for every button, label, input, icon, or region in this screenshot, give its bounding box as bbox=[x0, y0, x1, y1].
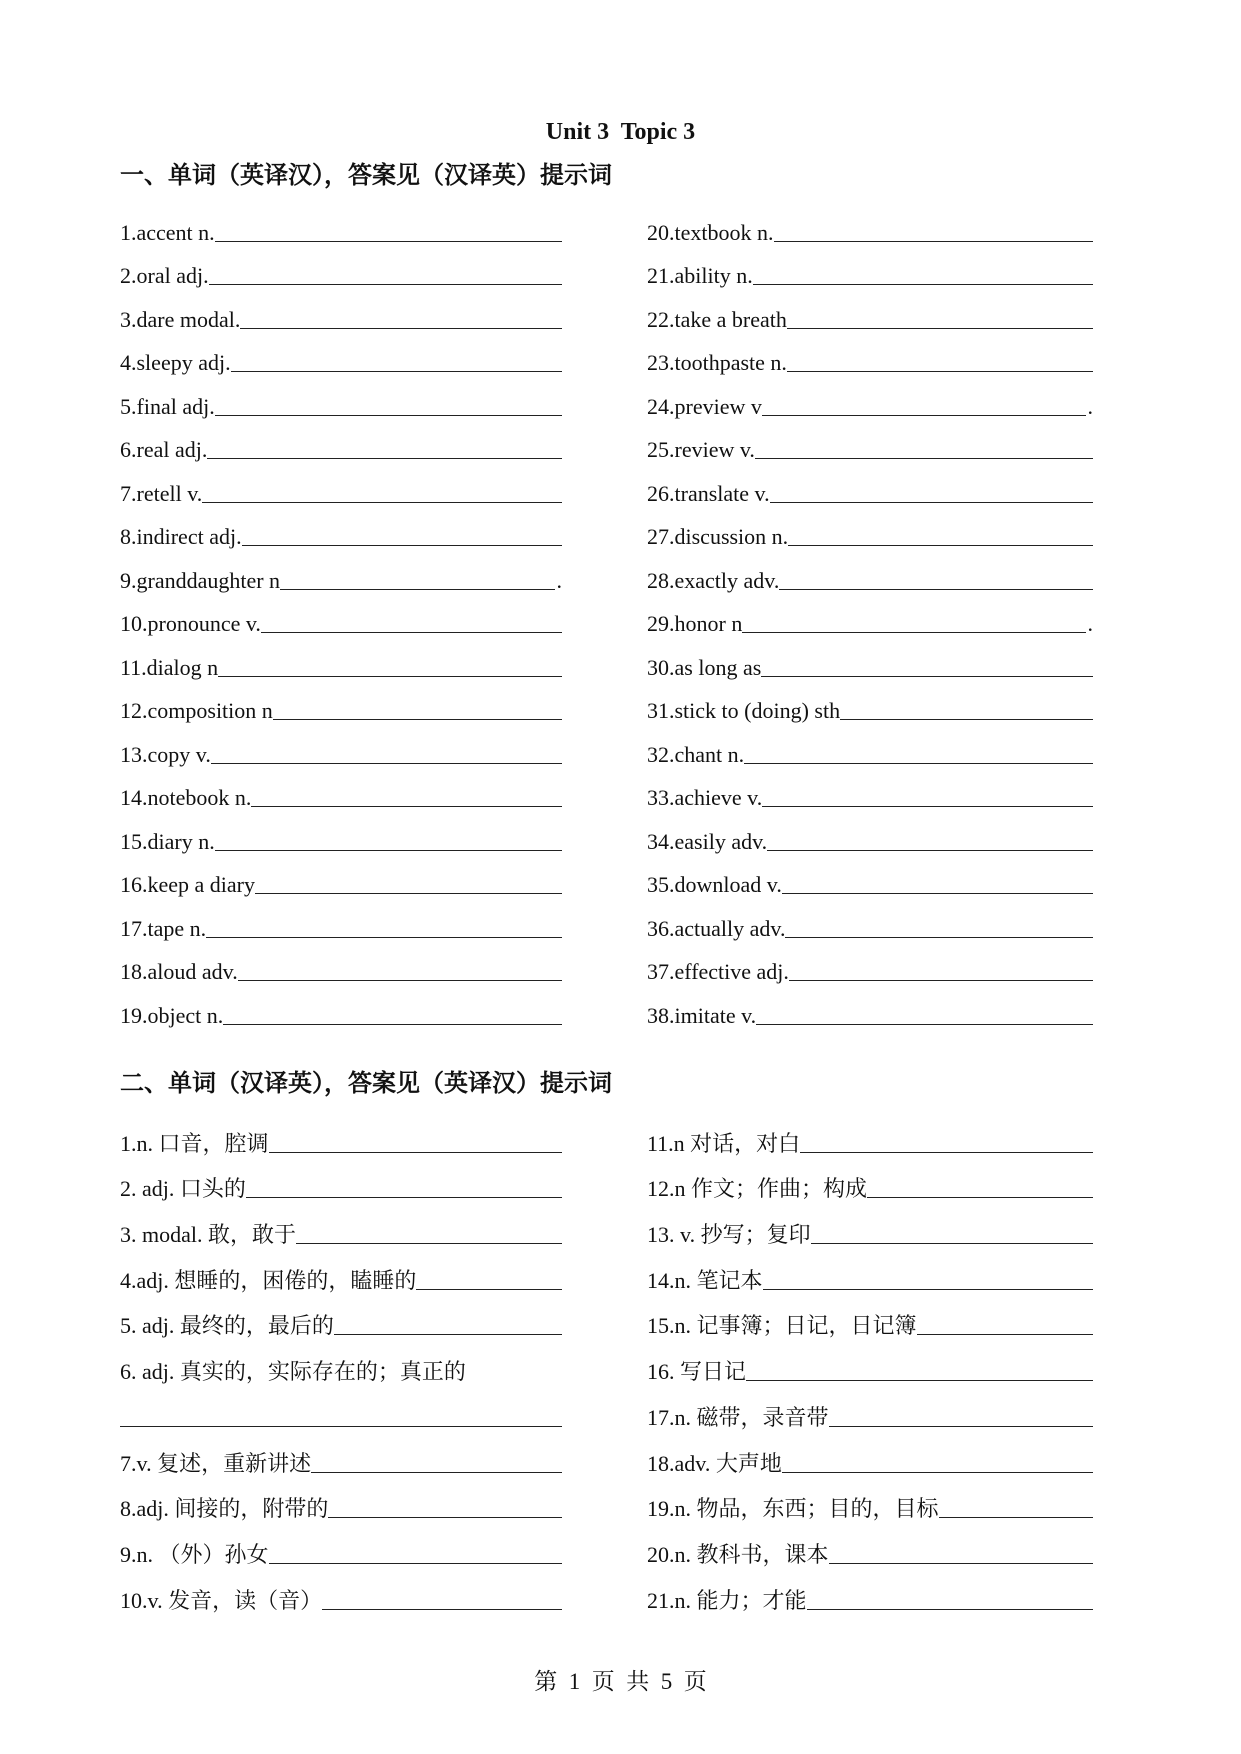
vocab-item bbox=[647, 509, 1093, 553]
vocab-prompt: 8.indirect adj. bbox=[120, 524, 242, 549]
vocab-prompt: 2.oral adj. bbox=[120, 263, 209, 288]
vocab-item bbox=[120, 1479, 562, 1525]
vocab-prompt: 21.ability n. bbox=[647, 263, 753, 288]
vocab-prompt: 24.preview v bbox=[647, 393, 762, 419]
vocab-prompt: 14.n. 笔记本 bbox=[647, 1267, 763, 1293]
section-2-left-column bbox=[120, 1113, 562, 1616]
vocab-item bbox=[647, 378, 1093, 422]
vocab-prompt: 3.dare modal. bbox=[120, 306, 241, 332]
vocab-prompt: 1.accent n. bbox=[120, 219, 215, 245]
answer-blank[interactable] bbox=[240, 327, 562, 329]
vocab-item bbox=[120, 683, 562, 727]
vocab-prompt: 34.easily adv. bbox=[647, 828, 768, 854]
vocab-prompt: 13.copy v. bbox=[120, 741, 211, 767]
answer-blank[interactable] bbox=[311, 1471, 562, 1473]
answer-blank[interactable] bbox=[789, 979, 1093, 981]
answer-blank[interactable] bbox=[788, 544, 1093, 546]
answer-blank[interactable] bbox=[238, 979, 562, 981]
vocab-item bbox=[647, 465, 1093, 509]
vocab-prompt: 27.discussion n. bbox=[647, 524, 789, 549]
vocab-prompt: 4.adj. 想睡的，困倦的，瞌睡的 bbox=[120, 1267, 417, 1293]
trailing-period: . bbox=[1087, 611, 1093, 636]
vocab-item bbox=[647, 422, 1093, 466]
vocab-item bbox=[647, 813, 1093, 857]
answer-blank[interactable] bbox=[917, 1333, 1093, 1335]
answer-blank[interactable] bbox=[762, 805, 1093, 807]
vocab-item bbox=[120, 248, 562, 292]
answer-blank[interactable] bbox=[416, 1288, 562, 1290]
vocab-prompt: 10.pronounce v. bbox=[120, 611, 261, 636]
answer-blank[interactable] bbox=[261, 631, 562, 633]
vocab-item bbox=[120, 1159, 562, 1205]
vocab-item bbox=[647, 683, 1093, 727]
vocab-item bbox=[647, 1479, 1093, 1525]
vocab-item bbox=[647, 770, 1093, 814]
vocab-prompt: 19.object n. bbox=[120, 1002, 224, 1028]
answer-blank[interactable] bbox=[322, 1608, 562, 1610]
answer-blank[interactable] bbox=[761, 675, 1093, 677]
vocab-prompt: 19.n. 物品，东西；目的，目标 bbox=[647, 1496, 939, 1522]
vocab-prompt: 13. v. 抄写；复印 bbox=[647, 1222, 811, 1248]
vocab-item bbox=[647, 944, 1093, 988]
answer-blank[interactable] bbox=[811, 1242, 1093, 1244]
answer-blank[interactable] bbox=[296, 1242, 562, 1244]
answer-blank[interactable] bbox=[800, 1151, 1093, 1153]
vocab-item bbox=[120, 944, 562, 988]
vocab-item bbox=[647, 987, 1093, 1031]
vocab-item bbox=[647, 1387, 1093, 1433]
vocab-item bbox=[647, 1113, 1093, 1159]
vocab-item bbox=[120, 1433, 562, 1479]
answer-blank[interactable] bbox=[770, 501, 1093, 503]
vocab-item bbox=[120, 639, 562, 683]
answer-blank[interactable] bbox=[742, 631, 1085, 633]
vocab-item bbox=[647, 291, 1093, 335]
vocab-prompt: 11.n 对话，对白 bbox=[647, 1130, 801, 1156]
answer-blank[interactable] bbox=[767, 849, 1093, 851]
vocab-item bbox=[120, 335, 562, 379]
answer-blank[interactable] bbox=[753, 283, 1093, 285]
vocab-item bbox=[120, 900, 562, 944]
vocab-item bbox=[120, 770, 562, 814]
vocab-prompt: 14.notebook n. bbox=[120, 785, 252, 810]
vocab-prompt: 17.n. 磁带，录音带 bbox=[647, 1404, 829, 1430]
vocab-item bbox=[120, 813, 562, 857]
vocab-item bbox=[120, 509, 562, 553]
vocab-prompt: 6. adj. 真实的，实际存在的；真正的 bbox=[120, 1359, 466, 1385]
vocab-item bbox=[647, 900, 1093, 944]
answer-blank[interactable] bbox=[829, 1562, 1093, 1564]
vocab-item bbox=[120, 1341, 562, 1387]
vocab-prompt: 30.as long as bbox=[647, 654, 762, 680]
answer-blank[interactable] bbox=[206, 936, 562, 938]
vocab-prompt: 26.translate v. bbox=[647, 480, 770, 506]
vocab-prompt: 9.n. （外）孙女 bbox=[120, 1541, 269, 1567]
vocab-item bbox=[647, 1296, 1093, 1342]
vocab-item bbox=[647, 596, 1093, 640]
answer-blank[interactable] bbox=[269, 1562, 562, 1564]
vocab-item bbox=[647, 1524, 1093, 1570]
vocab-prompt: 32.chant n. bbox=[647, 741, 745, 767]
section-1-heading: 一、单词（英译汉），答案见（汉译英）提示词 bbox=[120, 163, 612, 189]
vocab-prompt: 11.dialog n bbox=[120, 654, 219, 680]
answer-blank[interactable] bbox=[939, 1516, 1093, 1518]
vocab-item bbox=[120, 1387, 562, 1433]
answer-blank[interactable] bbox=[218, 675, 562, 677]
vocab-item bbox=[120, 1524, 562, 1570]
answer-blank[interactable] bbox=[202, 501, 562, 503]
vocab-prompt: 5. adj. 最终的，最后的 bbox=[120, 1313, 334, 1339]
answer-blank[interactable] bbox=[246, 1196, 562, 1198]
answer-blank[interactable] bbox=[242, 544, 562, 546]
section-2-right-column bbox=[647, 1113, 1093, 1616]
vocab-item bbox=[647, 1570, 1093, 1616]
answer-blank[interactable] bbox=[756, 1023, 1093, 1025]
vocab-item bbox=[647, 248, 1093, 292]
vocab-prompt: 16.keep a diary bbox=[120, 872, 255, 897]
answer-blank[interactable] bbox=[120, 1425, 562, 1427]
answer-blank[interactable] bbox=[763, 1288, 1093, 1290]
vocab-prompt: 38.imitate v. bbox=[647, 1002, 757, 1028]
answer-blank[interactable] bbox=[251, 805, 562, 807]
section-1-left-column bbox=[120, 204, 562, 1031]
answer-blank[interactable] bbox=[273, 718, 562, 720]
vocab-prompt: 15.diary n. bbox=[120, 828, 215, 854]
vocab-prompt: 28.exactly adv. bbox=[647, 567, 780, 593]
vocab-prompt: 31.stick to (doing) sth bbox=[647, 698, 841, 723]
vocab-prompt: 12.composition n bbox=[120, 698, 273, 723]
answer-blank[interactable] bbox=[840, 718, 1093, 720]
vocab-prompt: 21.n. 能力；才能 bbox=[647, 1587, 807, 1613]
vocab-item bbox=[120, 291, 562, 335]
vocab-prompt: 1.n. 口音，腔调 bbox=[120, 1130, 269, 1156]
vocab-prompt: 22.take a breath bbox=[647, 306, 787, 332]
answer-blank[interactable] bbox=[215, 240, 562, 242]
vocab-prompt: 23.toothpaste n. bbox=[647, 350, 787, 375]
vocab-item bbox=[120, 1204, 562, 1250]
worksheet-title: Unit 3 Topic 3 bbox=[545, 119, 696, 145]
vocab-item bbox=[647, 1433, 1093, 1479]
vocab-prompt: 17.tape n. bbox=[120, 915, 207, 941]
answer-blank[interactable] bbox=[215, 414, 562, 416]
vocab-item bbox=[120, 552, 562, 596]
answer-blank[interactable] bbox=[746, 1379, 1093, 1381]
vocab-prompt: 35.download v. bbox=[647, 872, 782, 897]
answer-blank[interactable] bbox=[207, 457, 562, 459]
vocab-item bbox=[120, 465, 562, 509]
answer-blank[interactable] bbox=[328, 1516, 562, 1518]
vocab-prompt: 8.adj. 间接的，附带的 bbox=[120, 1496, 329, 1522]
vocab-prompt: 36.actually adv. bbox=[647, 915, 786, 941]
answer-blank[interactable] bbox=[762, 414, 1086, 416]
vocab-prompt: 7.retell v. bbox=[120, 480, 203, 506]
vocab-prompt: 20.n. 教科书，课本 bbox=[647, 1541, 829, 1567]
answer-blank[interactable] bbox=[787, 370, 1093, 372]
answer-blank[interactable] bbox=[334, 1333, 562, 1335]
vocab-prompt: 16. 写日记 bbox=[647, 1359, 747, 1385]
vocab-prompt: 9.granddaughter n bbox=[120, 567, 281, 593]
vocab-prompt: 4.sleepy adj. bbox=[120, 350, 231, 375]
answer-blank[interactable] bbox=[807, 1608, 1093, 1610]
vocab-item bbox=[120, 378, 562, 422]
vocab-item bbox=[647, 335, 1093, 379]
vocab-item bbox=[120, 987, 562, 1031]
vocab-prompt: 12.n 作文；作曲；构成 bbox=[647, 1176, 868, 1202]
vocab-prompt: 3. modal. 敢，敢于 bbox=[120, 1222, 296, 1248]
answer-blank[interactable] bbox=[755, 457, 1093, 459]
vocab-prompt: 5.final adj. bbox=[120, 393, 215, 419]
answer-blank[interactable] bbox=[787, 327, 1093, 329]
vocab-item bbox=[120, 1113, 562, 1159]
answer-blank[interactable] bbox=[782, 1471, 1093, 1473]
vocab-item bbox=[647, 1159, 1093, 1205]
vocab-item bbox=[120, 204, 562, 248]
answer-blank[interactable] bbox=[744, 762, 1093, 764]
answer-blank[interactable] bbox=[280, 588, 554, 590]
vocab-item bbox=[647, 857, 1093, 901]
vocab-prompt: 6.real adj. bbox=[120, 437, 208, 462]
vocab-item bbox=[120, 596, 562, 640]
page-footer: 第 1 页 共 5 页 bbox=[534, 1669, 707, 1694]
trailing-period: . bbox=[1087, 393, 1093, 419]
answer-blank[interactable] bbox=[255, 892, 562, 894]
answer-blank[interactable] bbox=[223, 1023, 562, 1025]
vocab-prompt: 25.review v. bbox=[647, 437, 755, 462]
trailing-period: . bbox=[556, 567, 562, 593]
answer-blank[interactable] bbox=[209, 283, 562, 285]
vocab-item bbox=[647, 204, 1093, 248]
vocab-item bbox=[120, 857, 562, 901]
answer-blank[interactable] bbox=[231, 370, 562, 372]
vocab-prompt: 2. adj. 口头的 bbox=[120, 1176, 246, 1202]
answer-blank[interactable] bbox=[211, 762, 562, 764]
vocab-prompt: 15.n. 记事簿；日记，日记簿 bbox=[647, 1313, 917, 1339]
vocab-item bbox=[120, 1570, 562, 1616]
section-2-heading: 二、单词（汉译英），答案见（英译汉）提示词 bbox=[120, 1071, 612, 1097]
vocab-item bbox=[647, 1204, 1093, 1250]
vocab-prompt: 20.textbook n. bbox=[647, 219, 774, 245]
answer-blank[interactable] bbox=[782, 892, 1093, 894]
answer-blank[interactable] bbox=[779, 588, 1093, 590]
vocab-item bbox=[120, 422, 562, 466]
vocab-item bbox=[120, 1296, 562, 1342]
answer-blank[interactable] bbox=[269, 1151, 562, 1153]
vocab-item bbox=[647, 726, 1093, 770]
answer-blank[interactable] bbox=[785, 936, 1093, 938]
vocab-item bbox=[120, 726, 562, 770]
vocab-item bbox=[647, 639, 1093, 683]
answer-blank[interactable] bbox=[829, 1425, 1093, 1427]
vocab-prompt: 18.aloud adv. bbox=[120, 959, 238, 984]
vocab-prompt: 37.effective adj. bbox=[647, 959, 789, 984]
answer-blank[interactable] bbox=[774, 240, 1094, 242]
vocab-item bbox=[120, 1250, 562, 1296]
answer-blank[interactable] bbox=[215, 849, 562, 851]
section-1-right-column bbox=[647, 204, 1093, 1031]
vocab-prompt: 33.achieve v. bbox=[647, 785, 763, 810]
vocab-prompt: 18.adv. 大声地 bbox=[647, 1450, 782, 1476]
vocab-item bbox=[647, 552, 1093, 596]
vocab-item bbox=[647, 1341, 1093, 1387]
vocab-prompt: 29.honor n bbox=[647, 611, 743, 636]
vocab-prompt: 10.v. 发音，读（音） bbox=[120, 1587, 323, 1613]
vocab-prompt: 7.v. 复述，重新讲述 bbox=[120, 1450, 312, 1476]
vocab-item bbox=[647, 1250, 1093, 1296]
answer-blank[interactable] bbox=[867, 1196, 1093, 1198]
